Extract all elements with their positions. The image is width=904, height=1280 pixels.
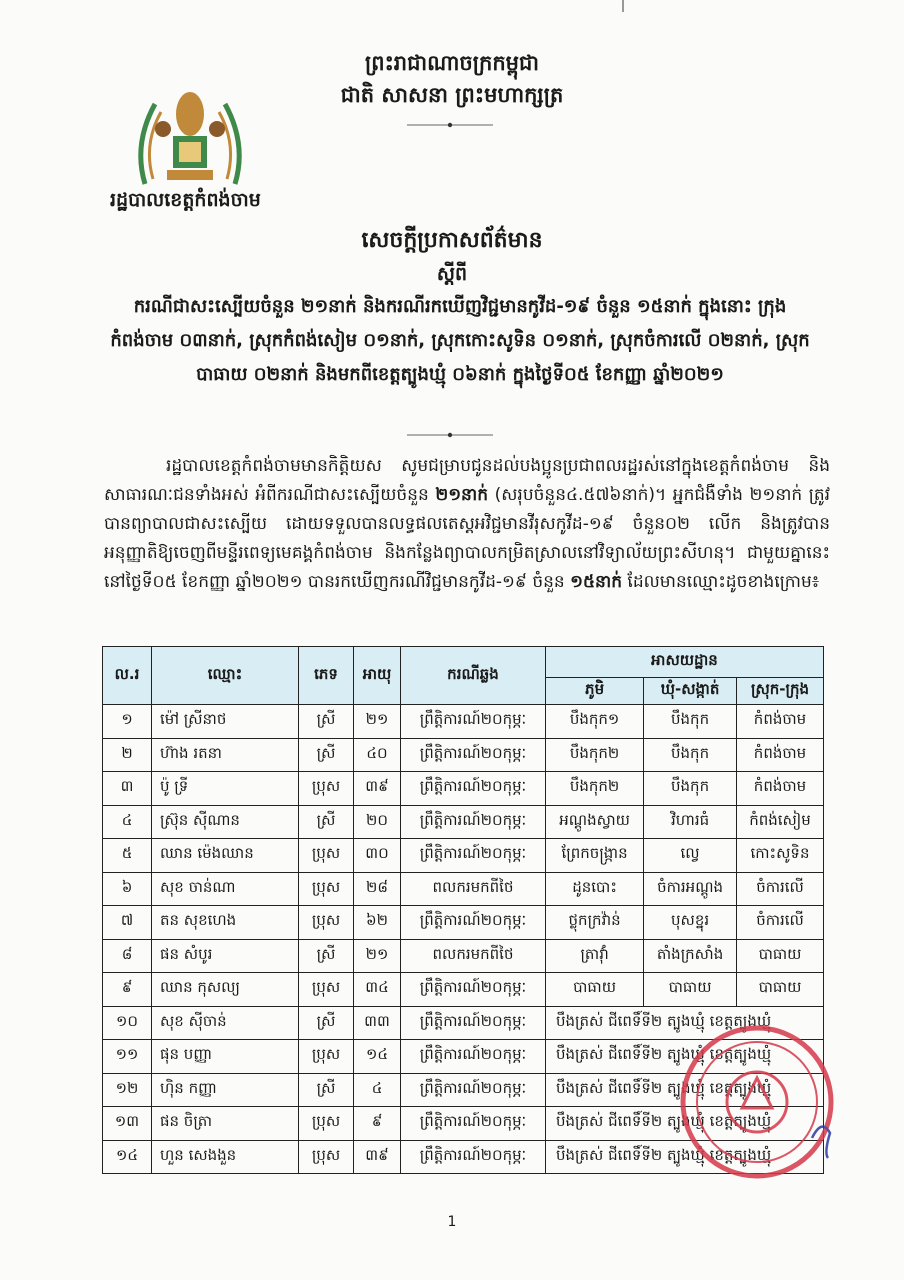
row-sex: ស្រី [299, 939, 354, 973]
row-case: ពលករមកពីថៃ [401, 872, 546, 906]
row-case: ព្រឹត្តិការណ៍២០កុម្ភៈ [401, 1073, 546, 1107]
row-commune: បុសខ្នុរ [644, 906, 737, 940]
header-no: ល.រ [103, 647, 152, 705]
row-case: ព្រឹត្តិការណ៍២០កុម្ភៈ [401, 839, 546, 873]
row-name: ម៉ៅ ស្រីនាថ [152, 705, 299, 739]
row-case: ព្រឹត្តិការណ៍២០កុម្ភៈ [401, 1140, 546, 1174]
kingdom-line-2: ជាតិ សាសនា ព្រះមហាក្សត្រ [340, 83, 564, 107]
row-sex: ស្រី [299, 705, 354, 739]
row-name: ផុន បញ្ញា [152, 1040, 299, 1074]
table-row [103, 738, 824, 772]
header-name: ឈ្មោះ [152, 647, 299, 705]
row-village: បឹងត្រស់ ជីពេទិ៍ទី២ ត្បូងឃ្មុំ ខេត្តត្បូងឃ្មុំ [546, 1040, 824, 1074]
row-age: ២១ [354, 705, 401, 739]
row-no: ៤ [103, 805, 152, 839]
row-no: ៨ [103, 939, 152, 973]
row-village: បឹងត្រស់ ជីពេទិ៍ទី២ ត្បូងឃ្មុំ ខេត្តត្បូងឃ្មុំ [546, 1107, 824, 1141]
header-district: ស្រុក-ក្រុង [736, 678, 823, 705]
table-row [103, 939, 824, 973]
official-stamp [672, 1018, 842, 1186]
header-commune: ឃុំ-សង្កាត់ [644, 678, 737, 705]
row-case: ព្រឹត្តិការណ៍២០កុម្ភៈ [401, 1107, 546, 1141]
row-village: បឹងត្រស់ ជីពេទិ៍ទី២ ត្បូងឃ្មុំ ខេត្តត្បូងឃ្មុំ [546, 1140, 824, 1174]
row-village: បឹងត្រស់ ជីពេទិ៍ទី២ ត្បូងឃ្មុំ ខេត្តត្បូងឃ្មុំ [546, 1006, 824, 1040]
row-no: ១៤ [103, 1140, 152, 1174]
announcement-title: សេចក្តីប្រកាសព័ត៌មាន [361, 228, 543, 253]
row-no: ៩ [103, 973, 152, 1007]
recovered-count: ២១នាក់ [435, 485, 489, 505]
row-commune: បឹងកុក [644, 772, 737, 806]
row-village: បឹងកុក១ [546, 705, 644, 739]
body-text-2: (សរុបចំនួន៤.៥៧៦នាក់)។ អ្នកជំងឺទាំង ២១នាក់ ត្រូវបានព្យាបាលជាសះស្បើយ ដោយទទួលបានលទ្ធផលតេស្តអវិជ្ជមានវីរុសកូវីដ-១៩ ចំនួន០២ លើក និងត្រូវបានអនុញ្ញាតិឱ្យចេញពីមន្ទីរពេទ្យមេគង្គកំពង់ចាម និងកន្លែងព្យាបាលកម្រិតស្រាលនៅវិទ្យាល័យព្រះសីហនុ។ ជាមួយគ្នានេះ នៅថ្ងៃទី០៥ ខែកញ្ញា ឆ្នាំ២០២១ បានរកឃើញករណីវិជ្ជមានកូវីដ-១៩ ចំនួន [104, 485, 831, 592]
row-age: ២១ [354, 939, 401, 973]
row-commune: ល្វេ [644, 839, 737, 873]
row-district: កំពង់ចាម [736, 772, 823, 806]
row-age: ៩ [354, 1107, 401, 1141]
row-no: ១៣ [103, 1107, 152, 1141]
row-sex: ស្រី [299, 1006, 354, 1040]
row-no: ៥ [103, 839, 152, 873]
announcement-about: ស្តីពី [436, 263, 468, 285]
row-name: សុខ ចាន់ណា [152, 872, 299, 906]
row-commune: តាំងក្រសាំង [644, 939, 737, 973]
row-sex: ប្រុស [299, 1140, 354, 1174]
divider-ornament [405, 120, 495, 130]
row-village: ដូនបោះ [546, 872, 644, 906]
row-age: ៤ [354, 1073, 401, 1107]
header-address: អាសយដ្ឋាន [546, 647, 824, 678]
scan-edge-mark [622, 0, 624, 12]
row-village: បឹងកុក២ [546, 738, 644, 772]
row-case: ព្រឹត្តិការណ៍២០កុម្ភៈ [401, 1006, 546, 1040]
row-no: ១០ [103, 1006, 152, 1040]
row-case: ព្រឹត្តិការណ៍២០កុម្ភៈ [401, 772, 546, 806]
row-case: ព្រឹត្តិការណ៍២០កុម្ភៈ [401, 973, 546, 1007]
row-age: ៣៣ [354, 1006, 401, 1040]
row-name: ប៉ូ ទ្រី [152, 772, 299, 806]
row-age: ២០ [354, 805, 401, 839]
row-case: ព្រឹត្តិការណ៍២០កុម្ភៈ [401, 805, 546, 839]
table-row [103, 705, 824, 739]
table-row [103, 973, 824, 1007]
row-commune: វិហារធំ [644, 805, 737, 839]
row-district: កោះសូទិន [736, 839, 823, 873]
row-name: ស្រ៊ុន ស៊ីណាន [152, 805, 299, 839]
row-commune: ចំការអណ្តូង [644, 872, 737, 906]
row-sex: ស្រី [299, 1073, 354, 1107]
row-age: ៤០ [354, 738, 401, 772]
row-sex: ប្រុស [299, 1107, 354, 1141]
row-commune: បឹងកុក [644, 738, 737, 772]
table-row [103, 772, 824, 806]
row-no: ១២ [103, 1073, 152, 1107]
row-district: បាធាយ [736, 973, 823, 1007]
row-age: ៣៤ [354, 973, 401, 1007]
row-sex: ប្រុស [299, 906, 354, 940]
row-case: ព្រឹត្តិការណ៍២០កុម្ភៈ [401, 1040, 546, 1074]
row-no: ២ [103, 738, 152, 772]
row-sex: ប្រុស [299, 839, 354, 873]
kingdom-line-1: ព្រះរាជាណាចក្រកម្ពុជា [364, 51, 539, 75]
row-sex: ប្រុស [299, 872, 354, 906]
row-no: ៧ [103, 906, 152, 940]
row-village: ត្រាវ៉ាំ [546, 939, 644, 973]
row-age: ៣៩ [354, 1140, 401, 1174]
row-name: ឈាន កុសល្យ [152, 973, 299, 1007]
row-name: ហួន សេងងួន [152, 1140, 299, 1174]
row-village: បឹងត្រស់ ជីពេទិ៍ទី២ ត្បូងឃ្មុំ ខេត្តត្បូងឃ្មុំ [546, 1073, 824, 1107]
row-sex: ប្រុស [299, 973, 354, 1007]
body-text-1: រដ្ឋបាលខេត្តកំពង់ចាមមានកិត្តិយស សូមជម្រាបជូនដល់បងប្អូនប្រជាពលរដ្ឋរស់នៅក្នុងខេត្តកំពង់ចាម និងសាធារណៈជនទាំងអស់ អំពីករណីជាសះស្បើយចំនួន [104, 456, 830, 505]
row-name: តន សុខហេង [152, 906, 299, 940]
row-age: ៣៩ [354, 772, 401, 806]
row-village: បឹងកុក២ [546, 772, 644, 806]
row-name: ឈាន ម៉េងឈាន [152, 839, 299, 873]
table-row [103, 839, 824, 873]
row-village: ព្រែកចង្ក្រាន [546, 839, 644, 873]
page-number: 1 [447, 1214, 457, 1230]
row-no: ១ [103, 705, 152, 739]
header-case: ករណីឆ្លង [401, 647, 546, 705]
row-sex: ស្រី [299, 738, 354, 772]
divider-ornament-2 [405, 430, 495, 440]
row-village: អណ្តូងស្វាយ [546, 805, 644, 839]
admin-name: រដ្ឋបាលខេត្តកំពង់ចាម [110, 189, 261, 211]
row-age: ៦២ [354, 906, 401, 940]
row-name: ហ៊ាង រតនា [152, 738, 299, 772]
row-district: បាធាយ [736, 939, 823, 973]
row-case: ព្រឹត្តិការណ៍២០កុម្ភៈ [401, 906, 546, 940]
row-name: ផន ចិត្រា [152, 1107, 299, 1141]
row-district: កំពង់ចាម [736, 738, 823, 772]
row-district: កំពង់ចាម [736, 705, 823, 739]
row-no: ១១ [103, 1040, 152, 1074]
body-paragraph [104, 452, 830, 597]
announcement-subject: ករណីជាសះស្បើយចំនួន ២១នាក់ និងករណីរកឃើញវិជ្ជមានកូវីដ-១៩ ចំនួន ១៥នាក់ ក្នុងនោះ ក្រុងកំពង់ចាម ០៣នាក់, ស្រុកកំពង់សៀម ០១នាក់, ស្រុកកោះសូទិន ០១នាក់, ស្រុកចំការលើ ០២នាក់, ស្រុកបាធាយ ០២នាក់ និងមកពីខេត្តត្បូងឃ្មុំ ០៦នាក់ ក្នុងថ្ងៃទី០៥ ខែកញ្ញា ឆ្នាំ២០២១ [110, 296, 810, 385]
row-name: ហ៊ិន កញ្ញា [152, 1073, 299, 1107]
header-age: អាយុ [354, 647, 401, 705]
row-name: សុខ ស៊ីចាន់ [152, 1006, 299, 1040]
positive-count: ១៥នាក់ [570, 572, 623, 592]
row-commune: បឹងកុក [644, 705, 737, 739]
row-case: ព្រឹត្តិការណ៍២០កុម្ភៈ [401, 738, 546, 772]
row-no: ៦ [103, 872, 152, 906]
row-district: ចំការលើ [736, 872, 823, 906]
body-text-3: ដែលមានឈ្មោះដូចខាងក្រោម៖ [627, 572, 820, 592]
header-village: ភូមិ [546, 678, 644, 705]
row-village: បាធាយ [546, 973, 644, 1007]
row-commune: បាធាយ [644, 973, 737, 1007]
row-sex: ប្រុស [299, 1040, 354, 1074]
row-village: ថ្លុកក្រវ៉ាន់ [546, 906, 644, 940]
provincial-seal-logo [125, 84, 255, 194]
row-district: ចំការលើ [736, 906, 823, 940]
row-sex: ប្រុស [299, 772, 354, 806]
row-age: ៣០ [354, 839, 401, 873]
table-row [103, 906, 824, 940]
table-row [103, 872, 824, 906]
row-sex: ស្រី [299, 805, 354, 839]
row-case: ព្រឹត្តិការណ៍២០កុម្ភៈ [401, 705, 546, 739]
row-name: ផន សំបូរ [152, 939, 299, 973]
row-age: ២៨ [354, 872, 401, 906]
table-row [103, 805, 824, 839]
row-case: ពលករមកពីថៃ [401, 939, 546, 973]
row-age: ១៤ [354, 1040, 401, 1074]
header-sex: ភេទ [299, 647, 354, 705]
row-district: កំពង់សៀម [736, 805, 823, 839]
row-no: ៣ [103, 772, 152, 806]
